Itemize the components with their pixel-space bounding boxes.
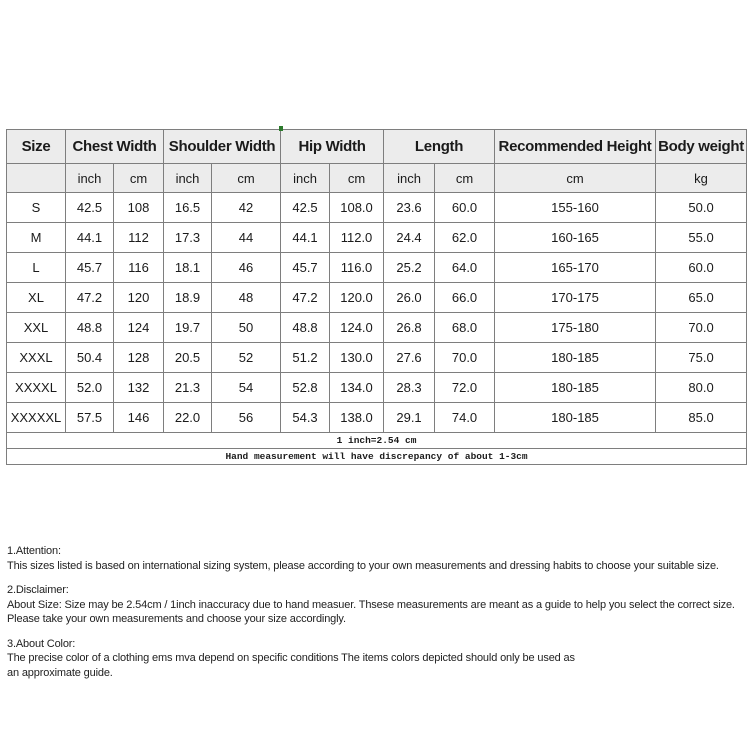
- cell-hip-inch: 52.8: [281, 373, 330, 403]
- cell-chest-cm: 108: [114, 193, 164, 223]
- cell-shoulder-cm: 50: [212, 313, 281, 343]
- cell-weight: 65.0: [656, 283, 747, 313]
- note-text: an approximate guide.: [7, 666, 113, 679]
- cell-shoulder-cm: 52: [212, 343, 281, 373]
- cell-chest-inch: 42.5: [66, 193, 114, 223]
- unit-row: [7, 164, 747, 193]
- cell-shoulder-cm: 42: [212, 193, 281, 223]
- cell-length-inch: 24.4: [384, 223, 435, 253]
- col-header-shoulder-width: Shoulder Width: [164, 130, 281, 164]
- cell-height: 165-170: [495, 253, 656, 283]
- cell-chest-cm: 132: [114, 373, 164, 403]
- cell-length-cm: 60.0: [435, 193, 495, 223]
- cell-shoulder-inch: 20.5: [164, 343, 212, 373]
- cell-size: M: [7, 223, 66, 253]
- note-heading: 3.About Color:: [7, 637, 76, 650]
- cell-hip-cm: 112.0: [330, 223, 384, 253]
- cell-shoulder-inch: 17.3: [164, 223, 212, 253]
- cell-length-inch: 26.8: [384, 313, 435, 343]
- unit-chest-inch: inch: [66, 164, 114, 193]
- table-row: [7, 373, 747, 403]
- table-row: [7, 403, 747, 433]
- cell-hip-inch: 48.8: [281, 313, 330, 343]
- unit-shoulder-cm: cm: [212, 164, 281, 193]
- cell-chest-inch: 44.1: [66, 223, 114, 253]
- note-heading: 2.Disclaimer:: [7, 584, 69, 596]
- cell-length-cm: 62.0: [435, 223, 495, 253]
- cell-height: 180-185: [495, 403, 656, 433]
- col-header-size: Size: [7, 130, 66, 164]
- cell-hip-inch: 54.3: [281, 403, 330, 433]
- cell-chest-cm: 120: [114, 283, 164, 313]
- cell-length-cm: 72.0: [435, 373, 495, 403]
- cell-size: XXXXXL: [7, 403, 66, 433]
- cell-size: XL: [7, 283, 66, 313]
- table-row: [7, 313, 747, 343]
- table-row: [7, 283, 747, 313]
- cell-shoulder-inch: 18.9: [164, 283, 212, 313]
- cell-hip-cm: 116.0: [330, 253, 384, 283]
- cell-shoulder-cm: 48: [212, 283, 281, 313]
- cell-shoulder-inch: 16.5: [164, 193, 212, 223]
- note-text: The precise color of a clothing ems mva depend on specific conditions The items colors depicted should only be used as: [7, 652, 575, 664]
- note-about-color: [7, 637, 750, 681]
- green-pixel-artifact: [279, 126, 283, 131]
- footnote-inch-conversion: 1 inch=2.54 cm: [7, 433, 747, 449]
- unit-length-cm: cm: [435, 164, 495, 193]
- cell-hip-inch: 42.5: [281, 193, 330, 223]
- col-header-body-weight: Body weight: [656, 130, 747, 164]
- cell-chest-inch: 57.5: [66, 403, 114, 433]
- col-header-chest-width: Chest Width: [66, 130, 164, 164]
- cell-shoulder-cm: 54: [212, 373, 281, 403]
- cell-chest-cm: 128: [114, 343, 164, 373]
- cell-hip-cm: 130.0: [330, 343, 384, 373]
- cell-chest-cm: 116: [114, 253, 164, 283]
- note-heading: 1.Attention:: [7, 545, 61, 557]
- unit-length-inch: inch: [384, 164, 435, 193]
- unit-height-cm: cm: [495, 164, 656, 193]
- col-header-hip-width: Hip Width: [281, 130, 384, 164]
- cell-hip-cm: 138.0: [330, 403, 384, 433]
- cell-chest-inch: 45.7: [66, 253, 114, 283]
- cell-shoulder-cm: 46: [212, 253, 281, 283]
- cell-size: L: [7, 253, 66, 283]
- cell-height: 155-160: [495, 193, 656, 223]
- cell-weight: 70.0: [656, 313, 747, 343]
- cell-chest-cm: 112: [114, 223, 164, 253]
- cell-weight: 50.0: [656, 193, 747, 223]
- cell-shoulder-inch: 19.7: [164, 313, 212, 343]
- cell-shoulder-inch: 18.1: [164, 253, 212, 283]
- cell-shoulder-inch: 21.3: [164, 373, 212, 403]
- cell-hip-inch: 51.2: [281, 343, 330, 373]
- cell-length-cm: 70.0: [435, 343, 495, 373]
- table-row: [7, 223, 747, 253]
- cell-length-inch: 27.6: [384, 343, 435, 373]
- table-row: [7, 253, 747, 283]
- cell-size: XXXXL: [7, 373, 66, 403]
- cell-chest-inch: 48.8: [66, 313, 114, 343]
- unit-weight-kg: kg: [656, 164, 747, 193]
- cell-shoulder-inch: 22.0: [164, 403, 212, 433]
- cell-length-inch: 23.6: [384, 193, 435, 223]
- cell-height: 180-185: [495, 343, 656, 373]
- cell-hip-cm: 134.0: [330, 373, 384, 403]
- col-header-recommended-height: Recommended Height: [495, 130, 656, 164]
- size-chart-table: [6, 129, 747, 465]
- cell-weight: 75.0: [656, 343, 747, 373]
- unit-shoulder-inch: inch: [164, 164, 212, 193]
- note-text: This sizes listed is based on international sizing system, please according to your own measurements and dressing habits to choose your suitable size.: [7, 559, 719, 572]
- cell-hip-inch: 44.1: [281, 223, 330, 253]
- note-text: About Size: Size may be 2.54cm / 1inch inaccuracy due to hand measuer. Thsese measurements are meant as a guide to help you select the correct size.: [7, 598, 735, 611]
- cell-length-inch: 25.2: [384, 253, 435, 283]
- note-text: Please take your own measurements and choose your size accordingly.: [7, 613, 346, 625]
- cell-hip-cm: 124.0: [330, 313, 384, 343]
- cell-hip-cm: 120.0: [330, 283, 384, 313]
- unit-hip-cm: cm: [330, 164, 384, 193]
- cell-chest-inch: 52.0: [66, 373, 114, 403]
- cell-chest-inch: 50.4: [66, 343, 114, 373]
- footnote-row: [7, 433, 747, 449]
- cell-size: XXXL: [7, 343, 66, 373]
- cell-size: S: [7, 193, 66, 223]
- cell-length-cm: 66.0: [435, 283, 495, 313]
- cell-length-cm: 74.0: [435, 403, 495, 433]
- cell-weight: 55.0: [656, 223, 747, 253]
- cell-shoulder-cm: 44: [212, 223, 281, 253]
- cell-length-inch: 26.0: [384, 283, 435, 313]
- cell-weight: 80.0: [656, 373, 747, 403]
- cell-chest-cm: 146: [114, 403, 164, 433]
- cell-chest-inch: 47.2: [66, 283, 114, 313]
- notes-section: [7, 544, 750, 690]
- unit-hip-inch: inch: [281, 164, 330, 193]
- table-row: [7, 343, 747, 373]
- cell-hip-inch: 47.2: [281, 283, 330, 313]
- note-attention: [7, 544, 750, 573]
- cell-size: XXL: [7, 313, 66, 343]
- cell-height: 180-185: [495, 373, 656, 403]
- cell-weight: 85.0: [656, 403, 747, 433]
- col-header-length: Length: [384, 130, 495, 164]
- cell-height: 170-175: [495, 283, 656, 313]
- header-row: [7, 130, 747, 164]
- cell-length-cm: 68.0: [435, 313, 495, 343]
- cell-hip-cm: 108.0: [330, 193, 384, 223]
- footnote-row: [7, 449, 747, 465]
- note-disclaimer: [7, 583, 750, 627]
- cell-shoulder-cm: 56: [212, 403, 281, 433]
- cell-length-inch: 29.1: [384, 403, 435, 433]
- cell-weight: 60.0: [656, 253, 747, 283]
- footnote-hand-measurement: Hand measurement will have discrepancy of about 1-3cm: [7, 449, 747, 465]
- table-row: [7, 193, 747, 223]
- cell-chest-cm: 124: [114, 313, 164, 343]
- cell-length-cm: 64.0: [435, 253, 495, 283]
- unit-chest-cm: cm: [114, 164, 164, 193]
- unit-blank-cell: [7, 164, 66, 193]
- cell-height: 160-165: [495, 223, 656, 253]
- cell-length-inch: 28.3: [384, 373, 435, 403]
- cell-hip-inch: 45.7: [281, 253, 330, 283]
- cell-height: 175-180: [495, 313, 656, 343]
